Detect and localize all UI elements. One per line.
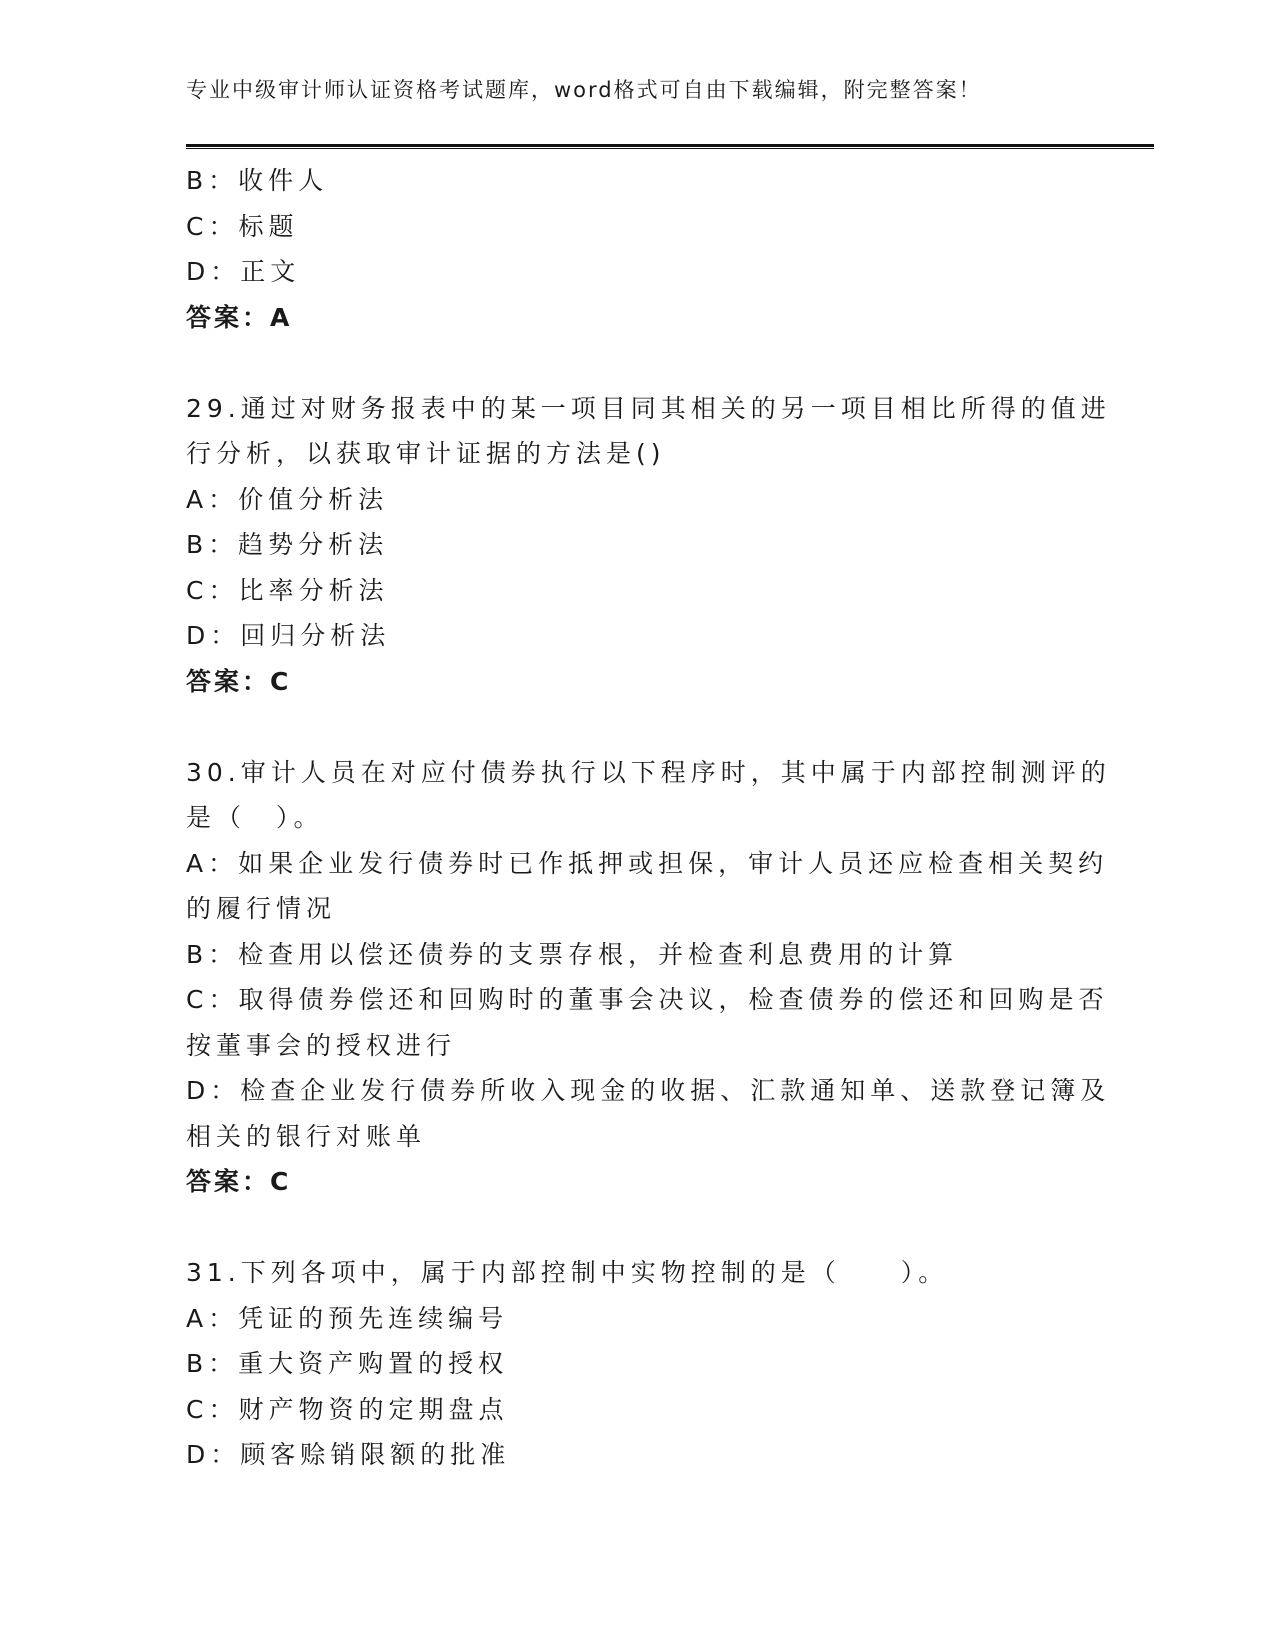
spacer: [186, 340, 1086, 386]
option-d: D：检查企业发行债券所收入现金的收据、汇款通知单、送款登记簿及: [186, 1076, 1111, 1105]
option-a: A：价值分析法: [186, 484, 389, 514]
page-header: 专业中级审计师认证资格考试题库，word格式可自由下载编辑，附完整答案！: [186, 78, 982, 102]
option-c-continued: 按董事会的授权进行: [186, 1030, 457, 1060]
question-28: [186, 158, 1086, 340]
option-c: C：财产物资的定期盘点: [186, 1394, 509, 1424]
option-c: C：取得债券偿还和回购时的董事会决议，检查债券的偿还和回购是否: [186, 985, 1109, 1014]
question-text: 行分析，以获取审计证据的方法是(): [186, 439, 666, 468]
question-text: 30.审计人员在对应付债券执行以下程序时，其中属于内部控制测评的: [186, 757, 1111, 787]
answer: 答案：C: [186, 666, 292, 696]
header-divider: [186, 144, 1154, 149]
question-30: [186, 750, 1111, 1205]
option-d: D：顾客赊销限额的批准: [186, 1440, 511, 1469]
option-a-continued: 的履行情况: [186, 894, 337, 923]
question-text: 是（ ）。: [186, 803, 324, 832]
question-content: [186, 158, 1111, 1478]
question-text: 29.通过对财务报表中的某一项目同其相关的另一项目相比所得的值进: [186, 393, 1111, 423]
question-31: [186, 1250, 1086, 1478]
option-a: A：凭证的预先连续编号: [186, 1303, 509, 1333]
option-b: B：检查用以偿还债券的支票存根，并检查利息费用的计算: [186, 939, 959, 969]
option-d: D：正文: [186, 257, 301, 286]
question-29: [186, 386, 1111, 705]
option-b: B：重大资产购置的授权: [186, 1349, 509, 1378]
option-c: C：比率分析法: [186, 575, 389, 605]
option-b: B：趋势分析法: [186, 530, 389, 559]
option-b: B：收件人: [186, 166, 329, 195]
answer: 答案：A: [186, 302, 293, 332]
option-c: C：标题: [186, 211, 299, 241]
option-d-continued: 相关的银行对账单: [186, 1121, 427, 1151]
option-a: A：如果企业发行债券时已作抵押或担保，审计人员还应检查相关契约: [186, 848, 1109, 878]
answer: 答案：C: [186, 1167, 292, 1196]
spacer: [186, 704, 1086, 750]
spacer: [186, 1205, 1086, 1251]
option-d: D：回归分析法: [186, 621, 391, 650]
question-text: 31.下列各项中，属于内部控制中实物控制的是（ ）。: [186, 1258, 949, 1287]
